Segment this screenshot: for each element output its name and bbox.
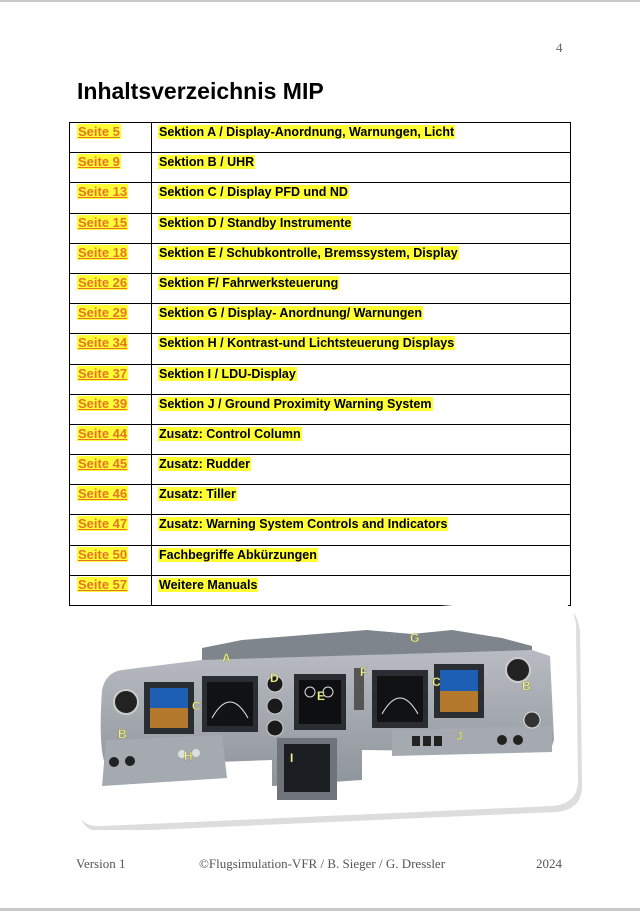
toc-row [70, 394, 571, 424]
toc-section-title: Sektion A / Display-Anordnung, Warnungen, Licht [159, 125, 455, 139]
toc-page-link[interactable]: Seite 37 [78, 365, 128, 381]
toc-page-cell [70, 183, 152, 213]
footer-version: Version 1 [76, 856, 126, 871]
toc-row [70, 183, 571, 213]
toc-section-title: Zusatz: Rudder [159, 457, 250, 472]
toc-page-link[interactable]: Seite 29 [78, 305, 128, 321]
toc-row [70, 515, 571, 545]
toc-page-cell [70, 334, 152, 364]
label-i: I [290, 751, 294, 765]
toc-section-title: Sektion C / Display PFD und ND [159, 185, 348, 200]
toc-page-cell [70, 485, 152, 515]
toc-row [70, 485, 571, 515]
toc-page-link[interactable]: Seite 45 [78, 456, 128, 472]
toc-section-cell [152, 485, 571, 515]
toc-section-cell [152, 243, 571, 273]
toc-section-cell [152, 515, 571, 545]
label-e: E [317, 689, 326, 703]
toc-section-title: Zusatz: Tiller [159, 487, 236, 502]
toc-row [70, 123, 571, 153]
toc-section-cell [152, 273, 571, 303]
label-f: F [360, 665, 368, 679]
toc-row [70, 304, 571, 334]
toc-page-cell [70, 304, 152, 334]
toc-page-link[interactable]: Seite 13 [78, 184, 128, 200]
toc-section-cell [152, 334, 571, 364]
label-b-left: B [118, 727, 127, 741]
toc-section-cell [152, 153, 571, 183]
toc-page-cell [70, 273, 152, 303]
toc-row [70, 364, 571, 394]
toc-section-title: Fachbegriffe Abkürzungen [159, 547, 317, 562]
toc-section-title: Sektion B / UHR [159, 155, 255, 170]
toc-page-cell [70, 515, 152, 545]
toc-section-title: Sektion G / Display- Anordnung/ Warnungen [159, 306, 422, 321]
toc-page-link[interactable]: Seite 39 [78, 395, 128, 411]
toc-row [70, 545, 571, 575]
toc-row [70, 334, 571, 364]
toc-page-cell [70, 153, 152, 183]
toc-page-link[interactable]: Seite 9 [78, 154, 120, 170]
toc-row [70, 153, 571, 183]
toc-section-title: Sektion H / Kontrast-und Lichtsteuerung Displays [159, 336, 455, 351]
toc-page-link[interactable]: Seite 34 [78, 335, 128, 351]
toc-row [70, 455, 571, 485]
toc-section-title: Zusatz: Warning System Controls and Indicators [159, 517, 448, 532]
footer-year: 2024 [536, 856, 562, 871]
toc-page-cell [70, 455, 152, 485]
toc-page-cell [70, 123, 152, 153]
toc-page-link[interactable]: Seite 57 [78, 576, 128, 592]
toc-page-cell [70, 424, 152, 454]
toc-page-cell [70, 364, 152, 394]
toc-row [70, 243, 571, 273]
toc-section-cell [152, 545, 571, 575]
toc-section-cell [152, 123, 571, 153]
label-h: H [184, 749, 193, 763]
toc-table [69, 122, 571, 606]
top-rule [0, 0, 640, 2]
toc-page-link[interactable]: Seite 26 [78, 274, 128, 290]
toc-page-cell [70, 394, 152, 424]
toc-section-cell [152, 394, 571, 424]
label-d: D [270, 671, 279, 685]
footer-copyright: ©Flugsimulation-VFR / B. Sieger / G. Dressler [199, 856, 446, 871]
label-b-right: B [522, 679, 531, 693]
toc-section-cell [152, 183, 571, 213]
toc-section-title: Sektion F/ Fahrwerksteuerung [159, 275, 339, 290]
label-a: A [222, 651, 231, 665]
cockpit-panel-image [62, 590, 582, 830]
toc-row [70, 213, 571, 243]
toc-section-title: Weitere Manuals [159, 577, 258, 592]
toc-row [70, 273, 571, 303]
toc-row [70, 424, 571, 454]
toc-page-cell [70, 545, 152, 575]
label-c-right: C [432, 675, 441, 689]
label-j: J [456, 729, 463, 743]
toc-page-link[interactable]: Seite 50 [78, 546, 128, 562]
toc-section-cell [152, 455, 571, 485]
toc-page-cell [70, 213, 152, 243]
toc-page-link[interactable]: Seite 18 [78, 244, 128, 260]
toc-page-link[interactable]: Seite 44 [78, 425, 128, 441]
label-g: G [410, 631, 420, 645]
toc-section-cell [152, 364, 571, 394]
toc-page-cell [70, 243, 152, 273]
toc-section-cell [152, 424, 571, 454]
toc-body [70, 123, 571, 606]
toc-section-title: Zusatz: Control Column [159, 426, 301, 441]
toc-section-title: Sektion D / Standby Instrumente [159, 215, 352, 230]
page-number: 4 [556, 40, 563, 55]
toc-page-link[interactable]: Seite 47 [78, 516, 128, 532]
toc-section-title: Sektion I / LDU-Display [159, 366, 296, 381]
toc-section-cell [152, 304, 571, 334]
page-title: Inhaltsverzeichnis MIP [77, 78, 324, 104]
toc-section-cell [152, 213, 571, 243]
label-c-left: C [192, 699, 201, 713]
toc-section-title: Sektion E / Schubkontrolle, Bremssystem, Display [159, 245, 458, 260]
toc-page-link[interactable]: Seite 15 [78, 214, 128, 230]
toc-page-link[interactable]: Seite 5 [78, 124, 120, 139]
toc-page-link[interactable]: Seite 46 [78, 486, 128, 502]
toc-section-title: Sektion J / Ground Proximity Warning System [159, 396, 432, 411]
